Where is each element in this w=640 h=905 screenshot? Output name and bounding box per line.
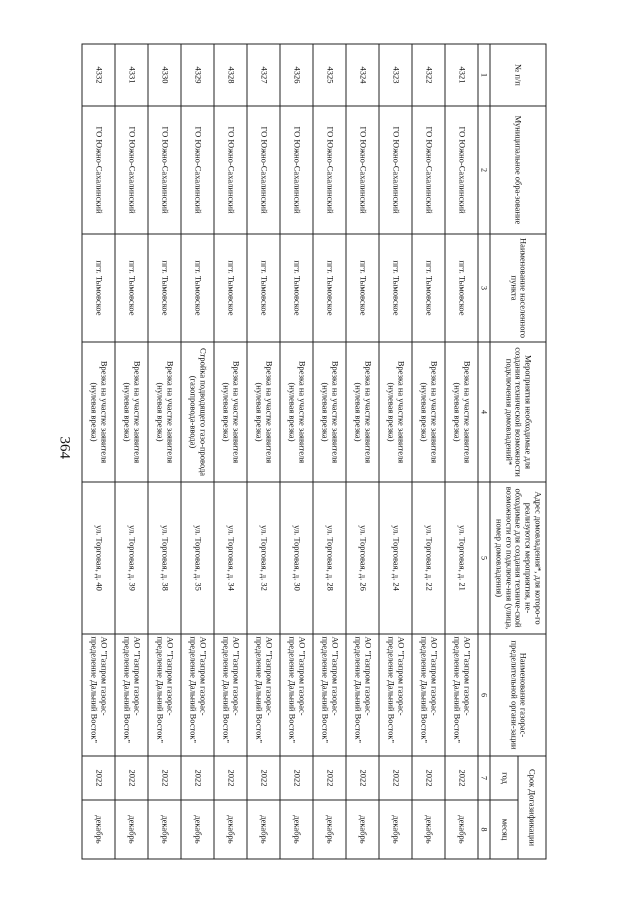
row-measure: Врезка на участке заявителя (нулевая врезка) <box>148 342 181 482</box>
row-municipality: ГО Южно-Сахалинский <box>181 106 214 234</box>
header-org: Наименование газорас-пределительной органи-зации <box>490 634 546 756</box>
row-year: 2022 <box>313 756 346 800</box>
row-settlement: пгт. Тымовское <box>379 234 412 342</box>
row-municipality: ГО Южно-Сахалинский <box>247 106 280 234</box>
table-row <box>313 44 346 859</box>
row-settlement: пгт. Тымовское <box>412 234 445 342</box>
table-row <box>379 44 412 859</box>
row-municipality: ГО Южно-Сахалинский <box>214 106 247 234</box>
page-number: 364 <box>56 436 73 459</box>
row-year: 2022 <box>412 756 445 800</box>
row-org: АО "Газпром газорас-пределение Дальний Восток" <box>181 634 214 756</box>
row-org: АО "Газпром газорас-пределение Дальний Восток" <box>280 634 313 756</box>
row-month: декабрь <box>214 800 247 859</box>
column-number: 3 <box>478 234 490 342</box>
row-settlement: пгт. Тымовское <box>313 234 346 342</box>
row-year: 2022 <box>346 756 379 800</box>
table-row <box>445 44 478 859</box>
row-year: 2022 <box>148 756 181 800</box>
row-address: ул. Торговая, д. 21 <box>445 482 478 634</box>
row-month: декабрь <box>379 800 412 859</box>
column-number: 7 <box>478 756 490 800</box>
row-measure: Врезка на участке заявителя (нулевая врезка) <box>82 342 115 482</box>
row-org: АО "Газпром газорас-пределение Дальний Восток" <box>445 634 478 756</box>
row-num: 4324 <box>346 44 379 106</box>
row-org: АО "Газпром газорас-пределение Дальний Восток" <box>148 634 181 756</box>
row-year: 2022 <box>445 756 478 800</box>
row-org: АО "Газпром газорас-пределение Дальний Восток" <box>247 634 280 756</box>
row-month: декабрь <box>412 800 445 859</box>
row-settlement: пгт. Тымовское <box>181 234 214 342</box>
header-municipality: Муниципальное обра-зование <box>490 106 546 234</box>
column-number: 1 <box>478 44 490 106</box>
row-address: ул. Торговая, д. 28 <box>313 482 346 634</box>
row-measure: Врезка на участке заявителя (нулевая врезка) <box>412 342 445 482</box>
row-num: 4332 <box>82 44 115 106</box>
row-municipality: ГО Южно-Сахалинский <box>148 106 181 234</box>
row-address: ул. Торговая, д. 39 <box>115 482 148 634</box>
table-row <box>148 44 181 859</box>
row-month: декабрь <box>313 800 346 859</box>
row-address: ул. Торговая, д. 26 <box>346 482 379 634</box>
table-row <box>247 44 280 859</box>
row-address: ул. Торговая, д. 34 <box>214 482 247 634</box>
document-sheet <box>89 44 547 859</box>
header-settlement: Наименование населенного пункта <box>490 234 546 342</box>
row-measure: Врезка на участке заявителя (нулевая врезка) <box>280 342 313 482</box>
row-measure: Врезка на участке заявителя (нулевая врезка) <box>247 342 280 482</box>
row-municipality: ГО Южно-Сахалинский <box>346 106 379 234</box>
header-month: месяц <box>490 800 518 859</box>
row-measure: Врезка на участке заявителя (нулевая врезка) <box>313 342 346 482</box>
row-settlement: пгт. Тымовское <box>445 234 478 342</box>
row-year: 2022 <box>115 756 148 800</box>
row-address: ул. Торговая, д. 38 <box>148 482 181 634</box>
row-address: ул. Торговая, д. 24 <box>379 482 412 634</box>
row-municipality: ГО Южно-Сахалинский <box>313 106 346 234</box>
row-municipality: ГО Южно-Сахалинский <box>379 106 412 234</box>
row-num: 4327 <box>247 44 280 106</box>
row-year: 2022 <box>82 756 115 800</box>
row-org: АО "Газпром газорас-пределение Дальний Восток" <box>115 634 148 756</box>
row-measure: Врезка на участке заявителя (нулевая врезка) <box>115 342 148 482</box>
row-month: декабрь <box>247 800 280 859</box>
header-year: год <box>490 756 518 800</box>
row-month: декабрь <box>82 800 115 859</box>
header-row <box>518 44 546 859</box>
row-num: 4329 <box>181 44 214 106</box>
row-settlement: пгт. Тымовское <box>115 234 148 342</box>
table-row <box>346 44 379 859</box>
column-number: 5 <box>478 482 490 634</box>
row-measure: Врезка на участке заявителя (нулевая врезка) <box>214 342 247 482</box>
row-settlement: пгт. Тымовское <box>346 234 379 342</box>
row-num: 4326 <box>280 44 313 106</box>
row-address: ул. Торговая, д. 35 <box>181 482 214 634</box>
row-num: 4331 <box>115 44 148 106</box>
row-year: 2022 <box>181 756 214 800</box>
row-month: декабрь <box>148 800 181 859</box>
row-org: АО "Газпром газорас-пределение Дальний Восток" <box>379 634 412 756</box>
row-settlement: пгт. Тымовское <box>214 234 247 342</box>
table-row <box>214 44 247 859</box>
row-num: 4323 <box>379 44 412 106</box>
column-number: 2 <box>478 106 490 234</box>
row-num: 4325 <box>313 44 346 106</box>
table-row <box>280 44 313 859</box>
row-address: ул. Торговая, д. 22 <box>412 482 445 634</box>
row-settlement: пгт. Тымовское <box>148 234 181 342</box>
row-year: 2022 <box>214 756 247 800</box>
row-month: декабрь <box>346 800 379 859</box>
row-measure: Врезка на участке заявителя (нулевая врезка) <box>445 342 478 482</box>
row-org: АО "Газпром газорас-пределение Дальний Восток" <box>313 634 346 756</box>
column-number: 8 <box>478 800 490 859</box>
row-municipality: ГО Южно-Сахалинский <box>115 106 148 234</box>
row-measure: Врезка на участке заявителя (нулевая врезка) <box>346 342 379 482</box>
row-num: 4328 <box>214 44 247 106</box>
table-row <box>412 44 445 859</box>
table-row <box>115 44 148 859</box>
row-municipality: ГО Южно-Сахалинский <box>412 106 445 234</box>
gasification-table <box>81 44 546 860</box>
column-number: 6 <box>478 634 490 756</box>
row-org: АО "Газпром газорас-пределение Дальний Восток" <box>346 634 379 756</box>
row-org: АО "Газпром газорас-пределение Дальний Восток" <box>214 634 247 756</box>
row-municipality: ГО Южно-Сахалинский <box>280 106 313 234</box>
row-num: 4322 <box>412 44 445 106</box>
row-month: декабрь <box>181 800 214 859</box>
row-month: декабрь <box>115 800 148 859</box>
table-row <box>181 44 214 859</box>
row-address: ул. Торговая, д. 30 <box>280 482 313 634</box>
row-settlement: пгт. Тымовское <box>247 234 280 342</box>
row-address: ул. Торговая, д. 40 <box>82 482 115 634</box>
row-settlement: пгт. Тымовское <box>280 234 313 342</box>
row-year: 2022 <box>379 756 412 800</box>
row-month: декабрь <box>445 800 478 859</box>
row-measure: Стройка подводящего газо-провода (газопровода-ввода) <box>181 342 214 482</box>
header-num: № п/п <box>490 44 546 106</box>
row-num: 4330 <box>148 44 181 106</box>
header-address: Адрес домовладения*, для которо-го реализуются мероприятия, не-обходимые для создания техниче-ской возможности его подключе-ния (улица, номер домовладения) <box>490 482 546 634</box>
header-deadline: Срок Догазификации <box>518 756 546 859</box>
row-settlement: пгт. Тымовское <box>82 234 115 342</box>
row-municipality: ГО Южно-Сахалинский <box>445 106 478 234</box>
column-number: 4 <box>478 342 490 482</box>
row-measure: Врезка на участке заявителя (нулевая врезка) <box>379 342 412 482</box>
row-year: 2022 <box>247 756 280 800</box>
table-row <box>82 44 115 859</box>
row-year: 2022 <box>280 756 313 800</box>
row-month: декабрь <box>280 800 313 859</box>
column-number-row <box>478 44 490 859</box>
header-measures: Мероприятия необходимые для создания технической возможности подключения домовладений* <box>490 342 546 482</box>
row-org: АО "Газпром газорас-пределение Дальний Восток" <box>412 634 445 756</box>
row-num: 4321 <box>445 44 478 106</box>
row-org: АО "Газпром газорас-пределение Дальний Восток" <box>82 634 115 756</box>
row-municipality: ГО Южно-Сахалинский <box>82 106 115 234</box>
row-address: ул. Торговая, д. 32 <box>247 482 280 634</box>
